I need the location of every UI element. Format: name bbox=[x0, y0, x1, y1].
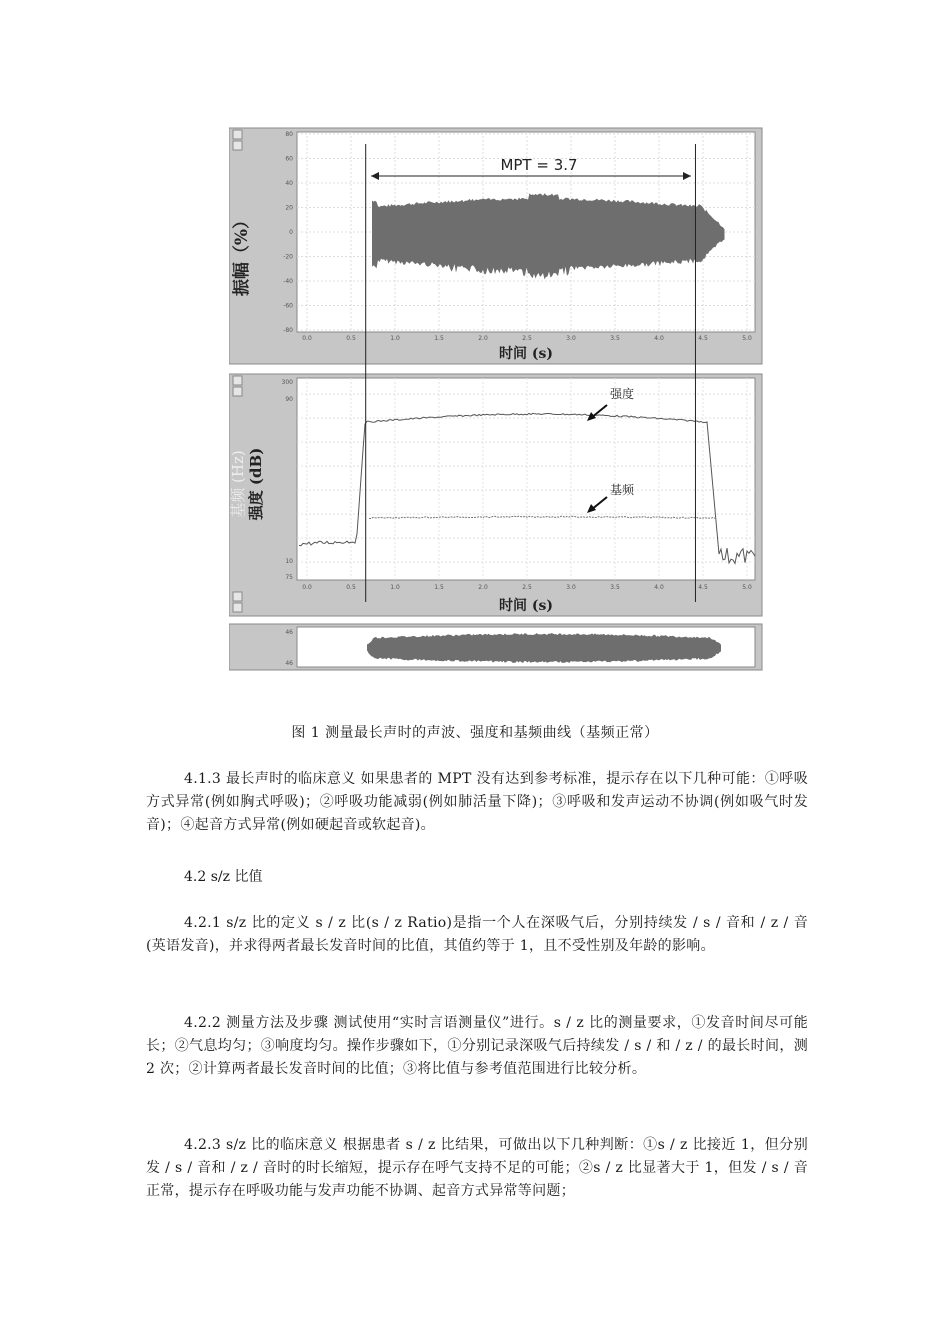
middle-x-tick-label: 3.0 bbox=[566, 584, 576, 591]
top-y-tick-label: -60 bbox=[283, 302, 293, 310]
top-y-tick-label: 0 bbox=[289, 229, 293, 236]
bottom-ytick-bottom: 46 bbox=[285, 660, 293, 667]
middle-y-tick-label: 10 bbox=[285, 558, 293, 565]
scroll-up-button[interactable] bbox=[233, 130, 242, 139]
scroll-up-button-2[interactable] bbox=[233, 376, 242, 385]
annotation-intensity: 强度 bbox=[610, 387, 635, 401]
top-x-tick-label: 5.0 bbox=[742, 335, 752, 342]
top-panel bbox=[229, 128, 762, 364]
top-x-tick-label: 2.5 bbox=[522, 335, 532, 342]
top-x-tick-label: 3.0 bbox=[566, 335, 576, 342]
paragraph-4-2-1 bbox=[146, 912, 808, 958]
top-y-tick-label: 40 bbox=[285, 180, 293, 187]
middle-panel bbox=[229, 374, 762, 616]
top-x-tick-label: 2.0 bbox=[478, 335, 488, 342]
middle-y-tick-label: 75 bbox=[285, 574, 293, 581]
mpt-label: MPT = 3.7 bbox=[500, 156, 578, 174]
paragraph-4-2-1-text: 4.2.1 s/z 比的定义 s / z 比(s / z Ratio)是指一个人在深吸气后，分别持续发 / s / 音和 / z / 音(英语发音)，并求得两者最长发音时间的比值，其值约等于 1，且不受性别及年龄的影响。 bbox=[146, 915, 808, 954]
top-x-tick-label: 1.5 bbox=[434, 335, 444, 342]
paragraph-4-1-3-text: 4.1.3 最长声时的临床意义 如果患者的 MPT 没有达到参考标准，提示存在以下几种可能：①呼吸方式异常(例如胸式呼吸)；②呼吸功能减弱(例如肺活量下降)；③呼吸和发声运动不协调(例如吸气时发音)；④起音方式异常(例如硬起音或软起音)。 bbox=[146, 771, 808, 833]
middle-y-tick-label: 300 bbox=[281, 379, 293, 386]
annotation-f0: 基频 bbox=[610, 483, 635, 497]
middle-x-tick-label: 1.5 bbox=[434, 584, 444, 591]
middle-x-tick-label: 3.5 bbox=[610, 584, 620, 591]
bottom-ytick-top: 46 bbox=[285, 629, 293, 636]
paragraph-4-2-3 bbox=[146, 1134, 808, 1203]
top-y-tick-label: 60 bbox=[285, 155, 293, 163]
scroll-down-button[interactable] bbox=[233, 141, 242, 150]
overview-waveform bbox=[367, 633, 721, 663]
middle-x-axis-label: 时间 (s) bbox=[498, 598, 554, 614]
middle-y-axis-label-f0: 基频 (Hz) bbox=[229, 450, 247, 518]
paragraph-4-2-2-text: 4.2.2 测量方法及步骤 测试使用“实时言语测量仪”进行。s / z 比的测量要求，①发音时间尽可能长；②气息均匀；③响度均匀。操作步骤如下，①分别记录深吸气后持续发 / s / 和 / z / 的最长时间，测 2 次；②计算两者最长发音时间的比值；③将比值与参考值范围进行比较分析。 bbox=[146, 1015, 808, 1077]
middle-x-tick-label: 0.5 bbox=[346, 584, 356, 591]
middle-y-axis-label-intensity: 强度 (dB) bbox=[247, 447, 265, 521]
bottom-panel bbox=[229, 624, 762, 670]
paragraph-4-2-2 bbox=[146, 1012, 808, 1081]
paragraph-4-2-3-text: 4.2.3 s/z 比的临床意义 根据患者 s / z 比结果，可做出以下几种判断：①s / z 比接近 1，但分别发 / s / 音和 / z / 音时的时长缩短，提示存在呼气支持不足的可能；②s / z 比显著大于 1，但发 / s / 音正常，提示存在呼吸功能与发声功能不协调、起音方式异常等问题； bbox=[146, 1137, 808, 1199]
top-x-tick-label: 0.5 bbox=[346, 335, 356, 342]
section-heading-4-2: 4.2 s/z 比值 bbox=[184, 869, 263, 885]
middle-x-tick-label: 2.5 bbox=[522, 584, 532, 591]
middle-x-tick-label: 0.0 bbox=[302, 584, 312, 591]
paragraph-4-1-3 bbox=[146, 768, 808, 837]
top-x-tick-label: 3.5 bbox=[610, 335, 620, 342]
middle-x-tick-label: 4.0 bbox=[654, 584, 664, 591]
top-x-tick-label: 0.0 bbox=[302, 335, 312, 342]
top-y-tick-label: -20 bbox=[283, 253, 293, 261]
top-x-tick-label: 1.0 bbox=[390, 335, 400, 342]
middle-x-tick-label: 4.5 bbox=[698, 584, 708, 591]
top-y-tick-label: -80 bbox=[283, 327, 293, 334]
top-y-axis-label: 振幅（%） bbox=[232, 211, 252, 297]
top-y-tick-label: -40 bbox=[283, 278, 293, 285]
scroll-down-button-3[interactable] bbox=[233, 603, 242, 612]
middle-y-tick-label: 90 bbox=[285, 396, 293, 403]
scroll-down-button-2[interactable] bbox=[233, 387, 242, 396]
middle-x-tick-label: 1.0 bbox=[390, 584, 400, 591]
top-x-tick-label: 4.0 bbox=[654, 335, 664, 342]
middle-x-tick-label: 2.0 bbox=[478, 584, 488, 591]
top-x-axis-label: 时间 (s) bbox=[498, 346, 554, 362]
figure-mpt-waveform bbox=[229, 124, 763, 672]
scroll-up-button-3[interactable] bbox=[233, 592, 242, 601]
figure-caption: 图 1 测量最长声时的声波、强度和基频曲线（基频正常） bbox=[291, 725, 659, 741]
top-y-tick-label: 80 bbox=[285, 131, 293, 138]
top-y-tick-label: 20 bbox=[285, 204, 293, 212]
middle-x-tick-label: 5.0 bbox=[742, 584, 752, 591]
top-x-tick-label: 4.5 bbox=[698, 335, 708, 342]
